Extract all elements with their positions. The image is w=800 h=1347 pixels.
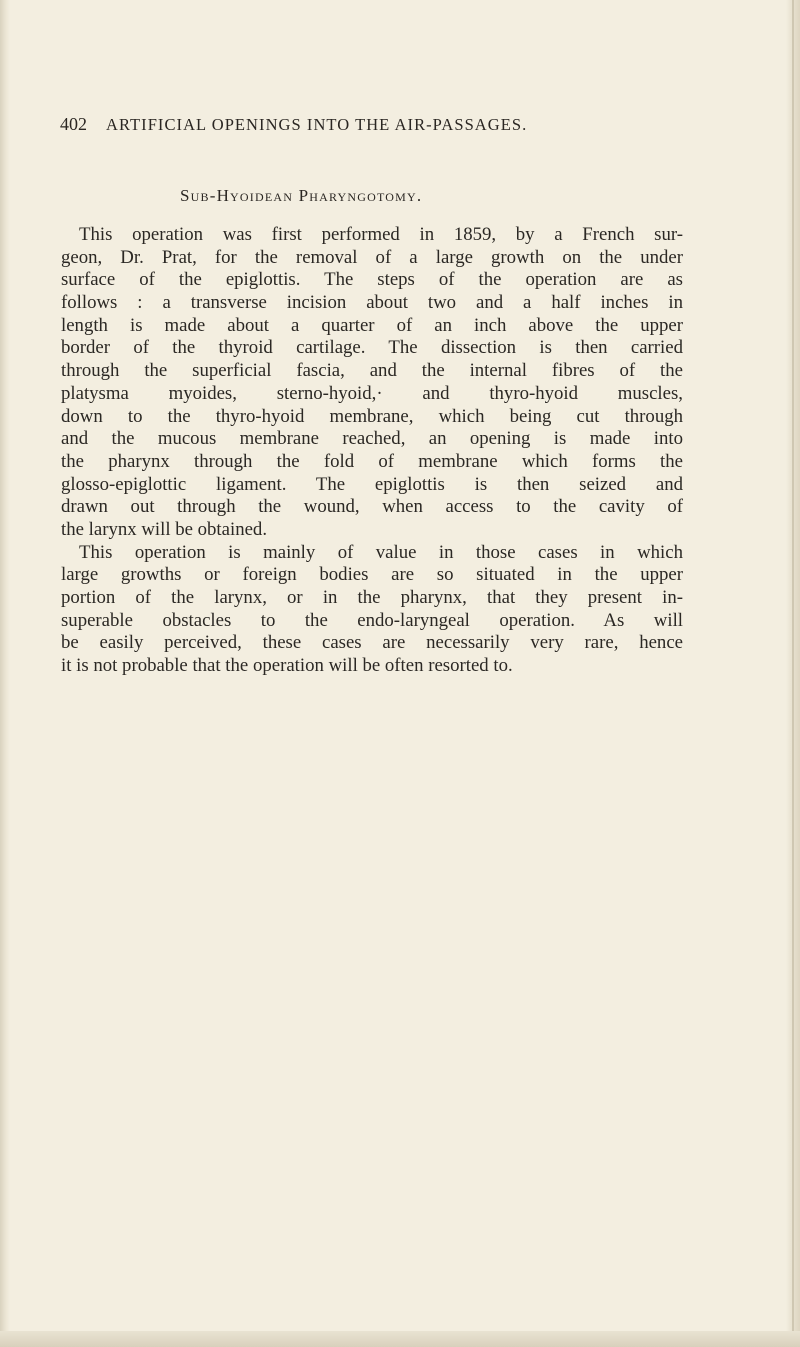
text-line: platysma myoides, sterno-hyoid,· and thyro-hyoid muscles, — [61, 382, 683, 404]
section-title: Sub-Hyoidean Pharyngotomy. — [180, 186, 423, 205]
paragraph-2 — [61, 542, 683, 678]
page-left-edge — [0, 0, 10, 1347]
page-fold-line — [792, 0, 794, 1347]
body-text — [61, 224, 683, 678]
text-line: drawn out through the wound, when access to the cavity of — [61, 496, 683, 518]
page-header — [60, 114, 686, 138]
page-number: 402 — [60, 114, 87, 134]
text-line: superable obstacles to the endo-laryngeal operation. As will — [61, 609, 683, 631]
text-line: through the superficial fascia, and the internal fibres of the — [61, 360, 683, 382]
paragraph-1 — [61, 224, 683, 542]
text-line: surface of the epiglottis. The steps of the operation are as — [61, 269, 683, 291]
text-line: This operation was first performed in 1859, by a French sur- — [79, 224, 683, 245]
text-line: the pharynx through the fold of membrane which forms the — [61, 450, 683, 472]
text-line: it is not probable that the operation will be often resorted to. — [61, 655, 513, 677]
text-line: portion of the larynx, or in the pharynx, that they present in- — [61, 587, 683, 608]
text-line: large growths or foreign bodies are so situated in the upper — [61, 564, 683, 586]
text-line: down to the thyro-hyoid membrane, which being cut through — [61, 405, 683, 427]
text-line: be easily perceived, these cases are necessarily very rare, hence — [61, 632, 683, 654]
text-line: the larynx will be obtained. — [61, 518, 268, 540]
text-line: geon, Dr. Prat, for the removal of a large growth on the under — [61, 246, 683, 268]
text-line: glosso-epiglottic ligament. The epiglottis is then seized and — [61, 473, 683, 495]
text-line: border of the thyroid cartilage. The dissection is then carried — [61, 337, 683, 359]
text-line: follows : a transverse incision about two and a half inches in — [61, 292, 683, 314]
text-line: and the mucous membrane reached, an opening is made into — [61, 428, 683, 450]
text-line: This operation is mainly of value in those cases in which — [79, 541, 683, 563]
page-bottom-edge — [0, 1331, 800, 1347]
text-line: length is made about a quarter of an inch above the upper — [61, 314, 683, 336]
running-head: ARTIFICIAL OPENINGS INTO THE AIR-PASSAGES. — [106, 115, 528, 134]
